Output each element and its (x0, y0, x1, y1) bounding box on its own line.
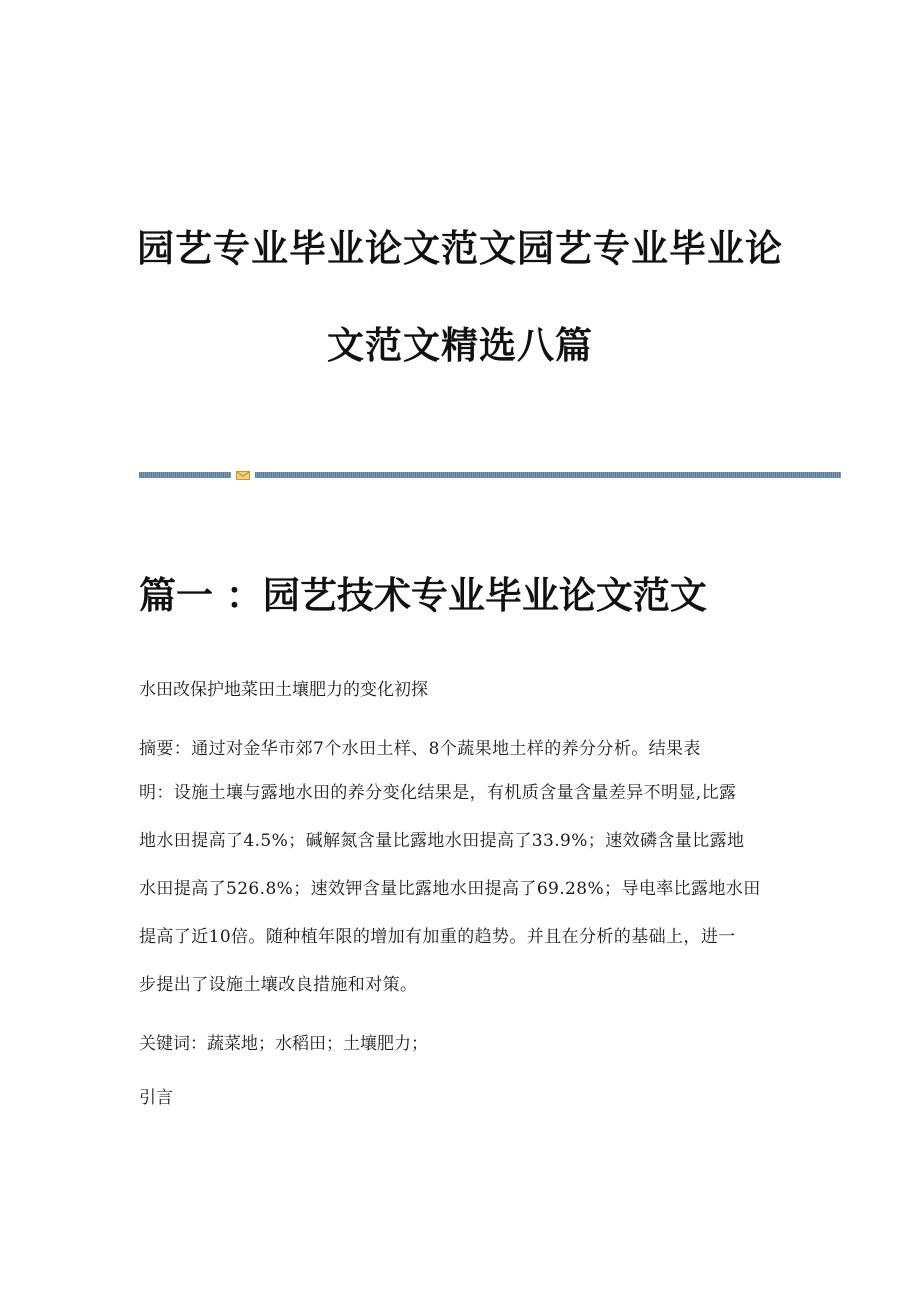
divider-bar-left (139, 472, 231, 478)
intro-heading: 引言 (139, 1088, 173, 1108)
abstract-line: 步提出了设施土壤改良措施和对策。 (139, 975, 418, 995)
abstract-line: 地水田提高了4.5%；碱解氮含量比露地水田提高了33.9%；速效磷含量比露地 (139, 831, 745, 851)
keywords: 关键词：蔬菜地；水稻田；土壤肥力； (139, 1034, 428, 1054)
section-heading: 篇一 ：园艺技术专业毕业论文范文 (139, 574, 707, 617)
document-title-line-1: 园艺专业毕业论文范文园艺专业毕业论 (137, 227, 783, 270)
abstract-line: 摘要：通过对金华市郊7个水田土样、8个蔬果地土样的养分分析。结果表 (139, 739, 701, 759)
article-title: 水田改保护地菜田土壤肥力的变化初探 (139, 680, 428, 700)
abstract-line: 水田提高了526.8%；速效钾含量比露地水田提高了69.28%；导电率比露地水田 (139, 879, 761, 899)
abstract-line: 明：设施土壤与露地水田的养分变化结果是，有机质含量含量差异不明显,比露 (139, 783, 737, 803)
divider-ornament-icon (236, 470, 250, 481)
document-title-line-2: 文范文精选八篇 (327, 324, 593, 367)
abstract-line: 提高了近10倍。随种植年限的增加有加重的趋势。并且在分析的基础上，进一 (139, 927, 736, 947)
divider-bar-right (255, 472, 841, 478)
title-divider (139, 470, 841, 481)
